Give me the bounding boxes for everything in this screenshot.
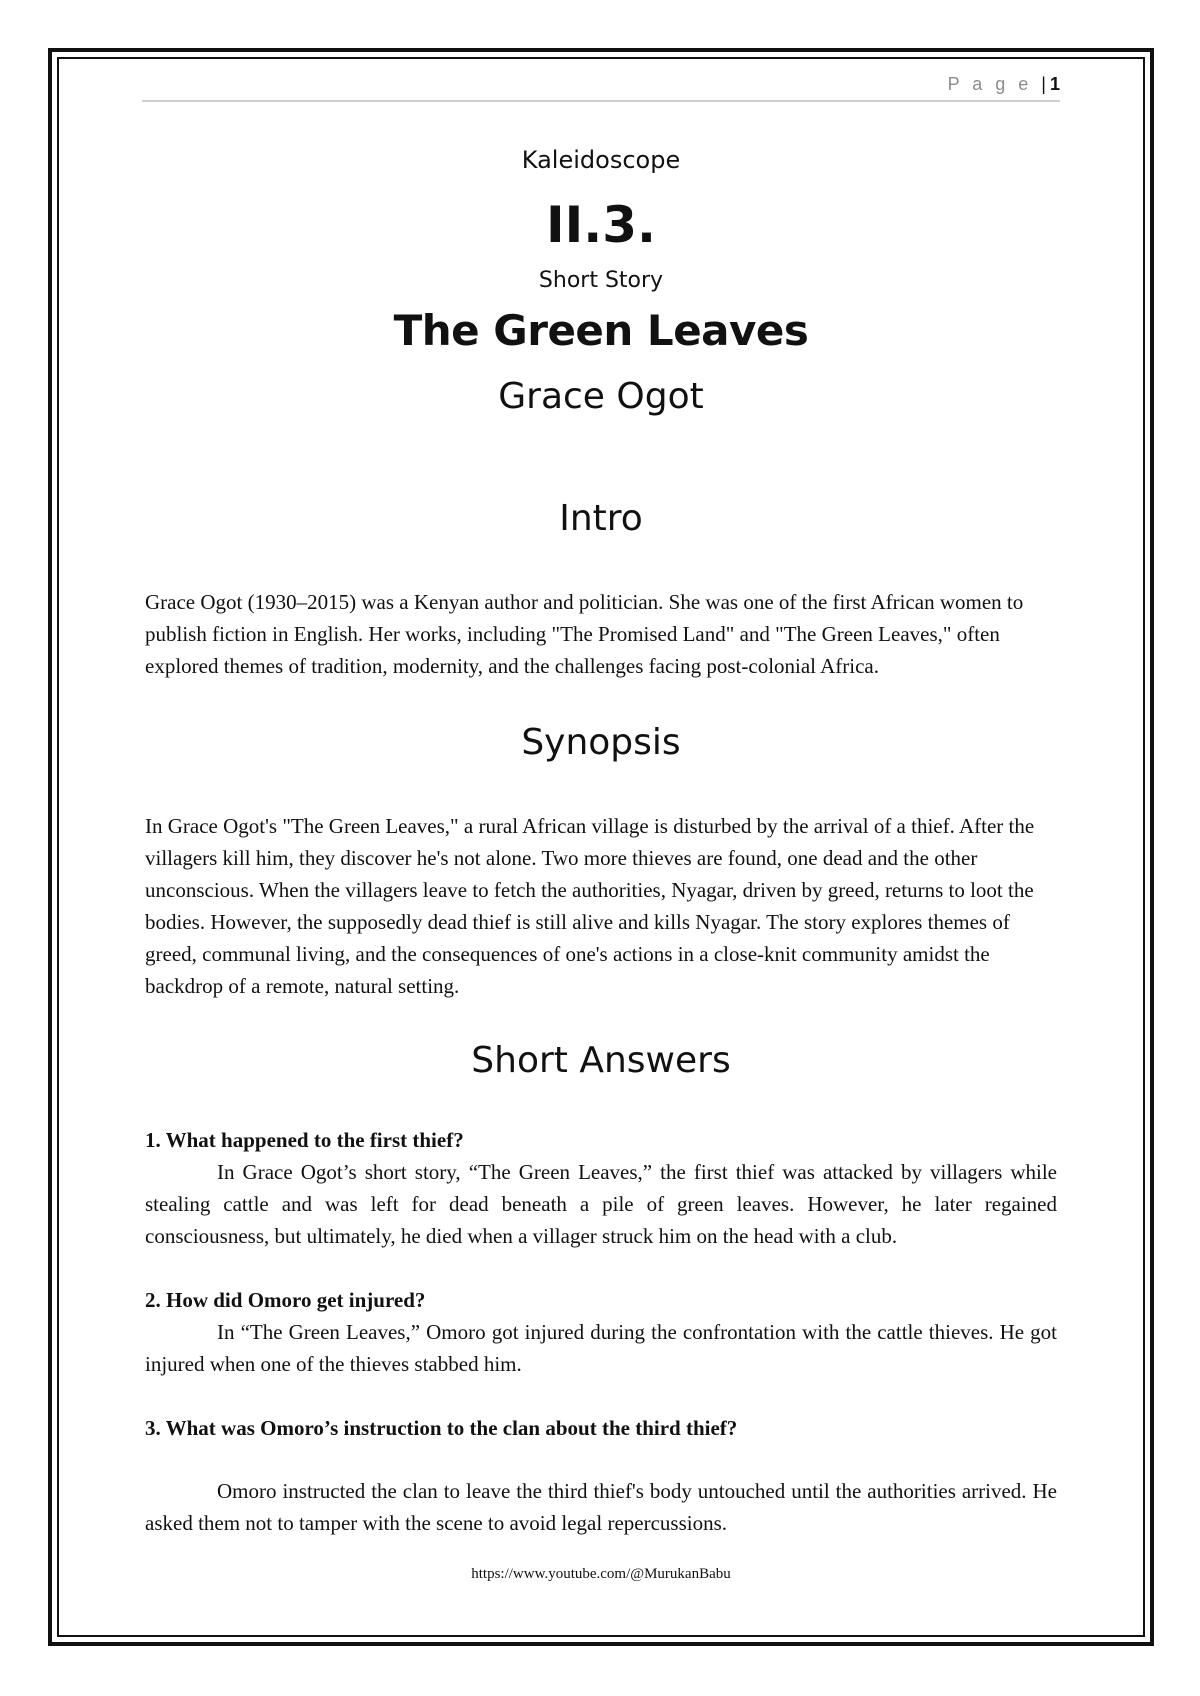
book-title: Kaleidoscope (521, 146, 681, 174)
short-answers-heading: Short Answers (471, 1040, 731, 1081)
story-title: The Green Leaves (393, 306, 809, 355)
unit-number: II.3. (546, 196, 656, 254)
author-name: Grace Ogot (498, 376, 704, 417)
page-header (142, 74, 1060, 102)
question: 3. What was Omoro’s instruction to the clan about the third thief? (145, 1416, 738, 1440)
answer: In Grace Ogot’s short story, “The Green Leaves,” the first thief was attacked by villagers while stealing cattle and was left for dead beneath a pile of green leaves. However, he later regained consciousness, but ultimately, he died when a villager struck him on the head with a club. (145, 1160, 1057, 1248)
page-separator: | (1041, 74, 1046, 94)
genre-label: Short Story (538, 268, 664, 293)
qa-item (145, 1124, 1057, 1252)
intro-text: Grace Ogot (1930–2015) was a Kenyan author and politician. She was one of the first African women to publish fiction in English. Her works, including "The Promised Land" and "The Green Leaves," often explored themes of tradition, modernity, and the challenges facing post-colonial Africa. (145, 590, 1024, 678)
answer: Omoro instructed the clan to leave the third thief's body untouched until the authorities arrived. He asked them not to tamper with the scene to avoid legal repercussions. (145, 1479, 1057, 1535)
synopsis-heading: Synopsis (521, 722, 681, 763)
synopsis-text: In Grace Ogot's "The Green Leaves," a rural African village is disturbed by the arrival of a thief. After the villagers kill him, they discover he's not alone. Two more thieves are found, one dead and the other unconscious. When the villagers leave to fetch the authorities, Nyagar, driven by greed, returns to loot the bodies. However, the supposedly dead thief is still alive and kills Nyagar. The story explores themes of greed, communal living, and the consequences of one's actions in a close-knit community amidst the backdrop of a remote, natural setting. (145, 814, 1035, 998)
question: 2. How did Omoro get injured? (145, 1288, 426, 1312)
page-label: P a g e (947, 74, 1033, 94)
qa-item (145, 1284, 1057, 1380)
page-number: 1 (1049, 74, 1060, 94)
intro-heading: Intro (559, 498, 643, 539)
footer-link[interactable]: https://www.youtube.com/@MurukanBabu (471, 1566, 731, 1582)
qa-item (145, 1412, 1057, 1539)
answer: In “The Green Leaves,” Omoro got injured during the confrontation with the cattle thieves. He got injured when one of the thieves stabbed him. (145, 1320, 1057, 1376)
question: 1. What happened to the first thief? (145, 1128, 464, 1152)
